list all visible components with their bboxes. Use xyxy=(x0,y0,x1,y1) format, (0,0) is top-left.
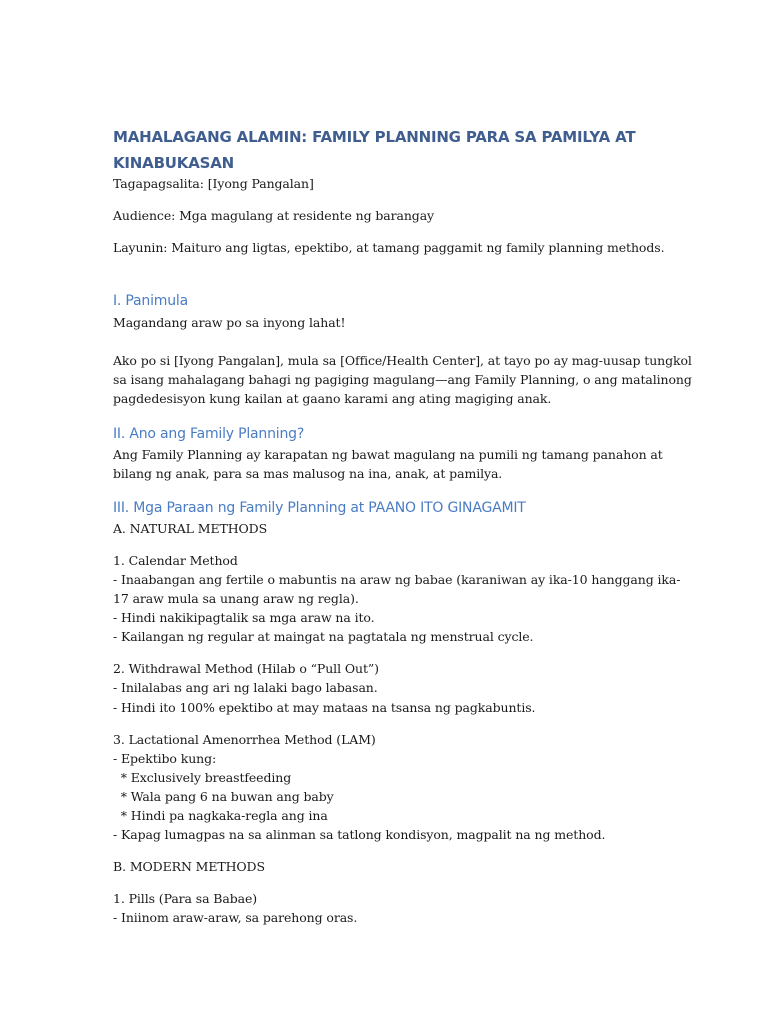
calendar-method-line: - Inaabangan ang fertile o mabuntis na araw ng babae (karaniwan ay ika-10 hanggang ika- xyxy=(113,572,681,587)
section-heading-methods: III. Mga Paraan ng Family Planning at PAANO ITO GINAGAMIT xyxy=(113,500,526,516)
calendar-method-title: 1. Calendar Method xyxy=(113,553,238,568)
calendar-method-line: - Kailangan ng regular at maingat na pagtatala ng menstrual cycle. xyxy=(113,629,534,644)
withdrawal-method-line: - Hindi ito 100% epektibo at may mataas na tsansa ng pagkabuntis. xyxy=(113,700,536,715)
calendar-method-line: 17 araw mula sa unang araw ng regla). xyxy=(113,591,359,606)
what-body-line: bilang ng anak, para sa mas malusog na ina, anak, at pamilya. xyxy=(113,466,503,481)
modern-methods-label: B. MODERN METHODS xyxy=(113,859,265,874)
section-heading-what: II. Ano ang Family Planning? xyxy=(113,426,305,442)
lam-method-line: - Epektibo kung: xyxy=(113,751,217,766)
lam-method-line: * Exclusively breastfeeding xyxy=(113,770,292,785)
pills-method-title: 1. Pills (Para sa Babae) xyxy=(113,891,258,906)
pills-method-line: - Iniinom araw-araw, sa parehong oras. xyxy=(113,910,358,925)
lam-method-line: - Kapag lumagpas na sa alinman sa tatlong kondisyon, magpalit na ng method. xyxy=(113,827,606,842)
what-body-line: Ang Family Planning ay karapatan ng bawat magulang na pumili ng tamang panahon at xyxy=(113,447,663,462)
audience-line: Audience: Mga magulang at residente ng barangay xyxy=(113,208,435,223)
intro-body-line: Ako po si [Iyong Pangalan], mula sa [Office/Health Center], at tayo po ay mag-uusap tungkol xyxy=(113,353,692,368)
document-title xyxy=(113,124,658,176)
title-line-2: KINABUKASAN xyxy=(113,154,234,172)
natural-methods-label: A. NATURAL METHODS xyxy=(113,521,268,536)
lam-method-line: * Hindi pa nagkaka-regla ang ina xyxy=(113,808,328,823)
withdrawal-method-title: 2. Withdrawal Method (Hilab o “Pull Out”) xyxy=(113,661,379,676)
objective-line: Layunin: Maituro ang ligtas, epektibo, at tamang paggamit ng family planning methods. xyxy=(113,240,665,255)
intro-body-line: pagdedesisyon kung kailan at gaano karami ang ating magiging anak. xyxy=(113,391,552,406)
withdrawal-method-line: - Inilalabas ang ari ng lalaki bago labasan. xyxy=(113,680,378,695)
lam-method-title: 3. Lactational Amenorrhea Method (LAM) xyxy=(113,732,376,747)
lam-method-line: * Wala pang 6 na buwan ang baby xyxy=(113,789,334,804)
title-line-1: MAHALAGANG ALAMIN: FAMILY PLANNING PARA SA PAMILYA AT xyxy=(113,128,636,146)
calendar-method-line: - Hindi nakikipagtalik sa mga araw na ito. xyxy=(113,610,375,625)
intro-greeting: Magandang araw po sa inyong lahat! xyxy=(113,315,346,330)
speaker-line: Tagapagsalita: [Iyong Pangalan] xyxy=(113,176,314,191)
section-heading-intro: I. Panimula xyxy=(113,293,188,309)
intro-body-line: sa isang mahalagang bahagi ng pagiging magulang—ang Family Planning, o ang matalinong xyxy=(113,372,692,387)
